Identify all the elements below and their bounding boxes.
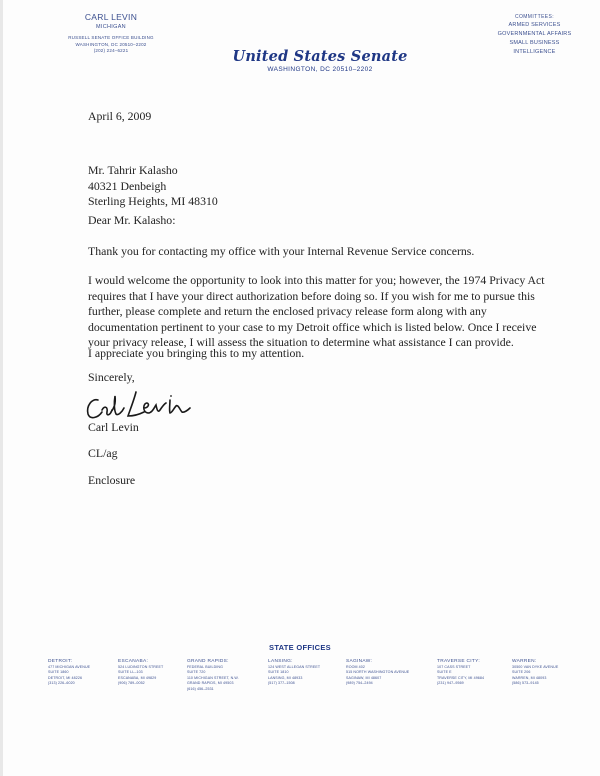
sender-block bbox=[52, 12, 170, 55]
office-city: WARREN: bbox=[512, 659, 537, 664]
office-line: (906) 789–0052 bbox=[118, 681, 145, 686]
paragraph-line: further, please complete and return the enclosed privacy release form along with any bbox=[88, 304, 487, 318]
sender-state: MICHIGAN bbox=[96, 24, 126, 30]
office-line: (517) 377–1508 bbox=[268, 681, 295, 686]
recipient-line: Mr. Tahrir Kalasho bbox=[88, 163, 178, 177]
sender-address-line: WASHINGTON, DC 20510–2202 bbox=[75, 41, 147, 47]
office-saginaw bbox=[346, 658, 422, 687]
office-line: (586) 573–9145 bbox=[512, 681, 539, 686]
state-offices-title: STATE OFFICES bbox=[269, 643, 331, 652]
office-detroit bbox=[48, 658, 124, 687]
office-city: ESCANABA: bbox=[118, 659, 149, 664]
paragraph-line: documentation pertinent to your case to my Detroit office which is listed below. Once I receive bbox=[88, 319, 537, 334]
office-line: SAGINAW, MI 48607 bbox=[346, 675, 382, 680]
office-line: TRAVERSE CITY, MI 49684 bbox=[437, 675, 485, 680]
office-line: 524 LUDINGTON STREET bbox=[118, 665, 164, 669]
office-line: (616) 456–2531 bbox=[187, 686, 214, 691]
typist-initials: CL/ag bbox=[88, 446, 118, 460]
office-line: SUITE 206 bbox=[512, 670, 531, 675]
paragraph-1 bbox=[88, 244, 558, 260]
recipient-address bbox=[88, 163, 558, 210]
paragraph-line: your privacy release, I will assess the situation to determine what assistance I can provide. bbox=[88, 335, 514, 349]
office-line: SUITE LL–103 bbox=[118, 670, 143, 675]
office-line: 515 NORTH WASHINGTON AVENUE bbox=[346, 670, 410, 675]
office-line: GRAND RAPIDS, MI 49503 bbox=[187, 681, 234, 686]
office-line: ROOM 402 bbox=[346, 665, 365, 669]
office-line: SUITE E bbox=[437, 670, 452, 675]
paragraph-line: Thank you for contacting my office with your Internal Revenue Service concerns. bbox=[88, 244, 475, 258]
committee-item: INTELLIGENCE bbox=[513, 49, 556, 55]
salutation: Dear Mr. Kalasho: bbox=[88, 213, 176, 227]
office-city: LANSING: bbox=[268, 659, 293, 664]
paragraph-line: requires that I have your direct authorization before doing so. If you wish for me to pursue this bbox=[88, 288, 535, 303]
committee-item: ARMED SERVICES bbox=[508, 22, 561, 28]
paragraph-line: I would welcome the opportunity to look into this matter for you; however, the 1974 Privacy Act bbox=[88, 273, 545, 287]
office-line: 124 WEST ALLEGAN STREET bbox=[268, 665, 321, 669]
office-line: DETROIT, MI 48226 bbox=[48, 675, 83, 680]
office-city: DETROIT: bbox=[48, 659, 73, 664]
paragraph-line: I appreciate you bringing this to my attention. bbox=[88, 346, 305, 360]
committees-block bbox=[487, 14, 582, 57]
office-line: (231) 947–9569 bbox=[437, 681, 464, 686]
sender-phone: (202) 224–6221 bbox=[93, 48, 129, 53]
office-escanaba bbox=[118, 658, 194, 687]
closing: Sincerely, bbox=[88, 370, 135, 384]
office-line: ESCANABA, MI 49829 bbox=[118, 675, 157, 680]
enclosure-note: Enclosure bbox=[88, 473, 136, 487]
letterhead-subtitle: WASHINGTON, DC 20510–2202 bbox=[267, 66, 373, 73]
office-lansing bbox=[268, 658, 344, 687]
sender-address-line: RUSSELL SENATE OFFICE BUILDING bbox=[68, 35, 154, 40]
paragraph-2 bbox=[88, 273, 558, 351]
signature-name: Carl Levin bbox=[88, 420, 139, 434]
office-line: SUITE 720 bbox=[187, 670, 206, 675]
office-line: 107 CASS STREET bbox=[437, 665, 471, 669]
committee-item: SMALL BUSINESS bbox=[509, 40, 560, 46]
office-line: LANSING, MI 48933 bbox=[268, 675, 303, 680]
office-line: (989) 754–2494 bbox=[346, 681, 373, 686]
committees-heading: COMMITTEES: bbox=[514, 14, 555, 20]
sender-name: CARL LEVIN bbox=[84, 12, 138, 22]
office-line: FEDERAL BUILDING bbox=[187, 665, 224, 669]
office-line: (313) 226–6020 bbox=[48, 681, 75, 686]
office-city: SAGINAW: bbox=[346, 659, 373, 664]
office-line: 110 MICHIGAN STREET, N.W. bbox=[187, 675, 239, 680]
letterhead bbox=[228, 48, 412, 74]
recipient-line: Sterling Heights, MI 48310 bbox=[88, 194, 218, 208]
office-line: SUITE 1810 bbox=[268, 670, 289, 675]
letter-date: April 6, 2009 bbox=[88, 109, 152, 123]
office-warren bbox=[512, 658, 588, 687]
office-grand-rapids bbox=[187, 658, 263, 692]
office-line: SUITE 1860 bbox=[48, 670, 69, 675]
office-line: WARREN, MI 48093 bbox=[512, 675, 547, 680]
office-city: TRAVERSE CITY: bbox=[437, 659, 481, 664]
state-offices-list bbox=[0, 658, 600, 698]
office-city: GRAND RAPIDS: bbox=[187, 659, 229, 664]
office-traverse-city bbox=[437, 658, 513, 687]
paragraph-3 bbox=[88, 346, 558, 362]
office-line: 477 MICHIGAN AVENUE bbox=[48, 665, 91, 669]
letterhead-title: United States Senate bbox=[232, 48, 408, 65]
recipient-line: 40321 Denbeigh bbox=[88, 178, 167, 193]
committee-item: GOVERNMENTAL AFFAIRS bbox=[497, 31, 572, 37]
office-line: 30500 VAN DYKE AVENUE bbox=[512, 665, 559, 669]
